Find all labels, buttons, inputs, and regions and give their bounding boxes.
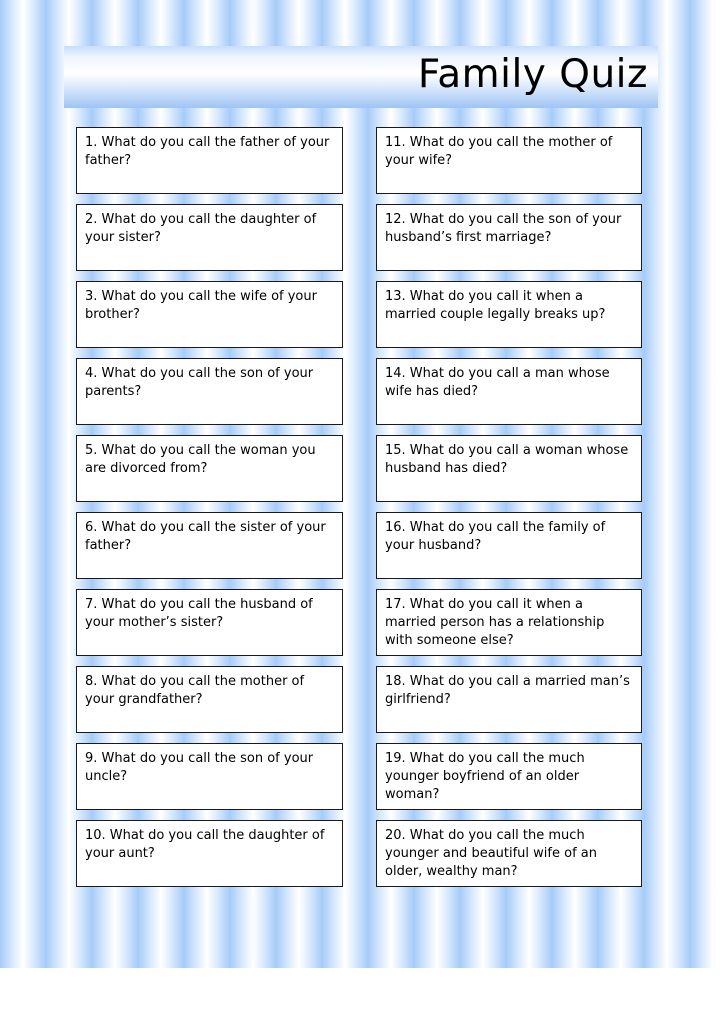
question-card-3: [76, 281, 343, 348]
question-card-13: [376, 281, 642, 348]
question-card-20: [376, 820, 642, 887]
question-text: 18. What do you call a married man’s girlfriend?: [385, 674, 630, 707]
question-text: 4. What do you call the son of your parents?: [85, 366, 314, 399]
question-card-10: [76, 820, 343, 887]
question-card-15: [376, 435, 642, 502]
question-text: 6. What do you call the sister of your father?: [85, 520, 326, 553]
question-text: 11. What do you call the mother of your wife?: [385, 135, 613, 168]
question-card-4: [76, 358, 343, 425]
question-card-17: [376, 589, 642, 656]
question-text: 13. What do you call it when a married couple legally breaks up?: [385, 289, 606, 322]
question-text: 15. What do you call a woman whose husband has died?: [385, 443, 629, 476]
question-text: 12. What do you call the son of your husband’s first marriage?: [385, 212, 622, 245]
question-text: 9. What do you call the son of your uncle?: [85, 751, 314, 784]
question-text: 1. What do you call the father of your father?: [85, 135, 330, 168]
question-card-2: [76, 204, 343, 271]
question-card-7: [76, 589, 343, 656]
question-card-1: [76, 127, 343, 194]
question-card-11: [376, 127, 642, 194]
question-card-8: [76, 666, 343, 733]
question-text: 20. What do you call the much younger and beautiful wife of an older, wealthy man?: [385, 828, 597, 879]
question-text: 5. What do you call the woman you are divorced from?: [85, 443, 316, 476]
question-text: 16. What do you call the family of your husband?: [385, 520, 606, 553]
question-text: 2. What do you call the daughter of your sister?: [85, 212, 317, 245]
question-card-6: [76, 512, 343, 579]
title-banner: [64, 46, 658, 108]
question-text: 10. What do you call the daughter of your aunt?: [85, 828, 325, 861]
question-text: 19. What do you call the much younger boyfriend of an older woman?: [385, 751, 585, 802]
question-text: 3. What do you call the wife of your brother?: [85, 289, 317, 322]
page-title: Family Quiz: [417, 52, 648, 97]
question-card-16: [376, 512, 642, 579]
question-card-5: [76, 435, 343, 502]
question-text: 7. What do you call the husband of your mother’s sister?: [85, 597, 313, 630]
question-text: 14. What do you call a man whose wife has died?: [385, 366, 610, 399]
question-card-9: [76, 743, 343, 810]
question-card-18: [376, 666, 642, 733]
question-card-14: [376, 358, 642, 425]
question-text: 8. What do you call the mother of your grandfather?: [85, 674, 305, 707]
question-text: 17. What do you call it when a married person has a relationship with someone else?: [385, 597, 605, 648]
question-card-19: [376, 743, 642, 810]
question-card-12: [376, 204, 642, 271]
